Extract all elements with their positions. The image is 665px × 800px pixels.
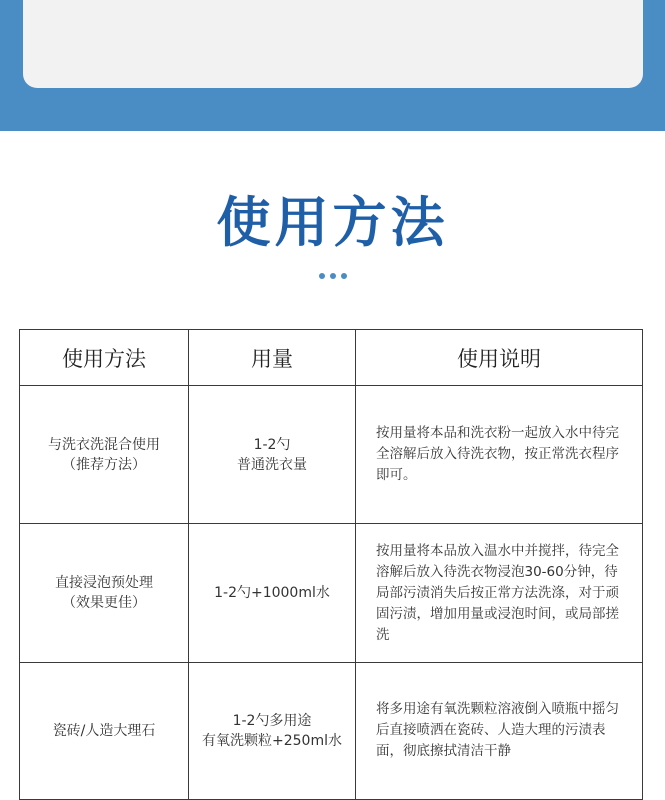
section-title: 使用方法 <box>216 191 449 254</box>
amount-note: 有氧洗颗粒+250ml水 <box>202 732 342 749</box>
method-note: （效果更佳） <box>62 595 146 612</box>
banner-card <box>23 0 643 88</box>
instructions-cell: 按用量将本品放入温水中并搅拌，待完全溶解后放入待洗衣物浸泡30-60分钟，待局部污渍消失后按正常方法洗涤，对于顽固污渍，增加用量或浸泡时间，或局部搓洗 <box>356 524 643 662</box>
table-row <box>20 662 643 799</box>
table-row <box>20 524 643 662</box>
column-header-method: 使用方法 <box>20 330 189 386</box>
dot-icon <box>341 273 347 279</box>
column-header-amount: 用量 <box>189 330 356 386</box>
usage-table <box>19 329 643 800</box>
amount-cell <box>189 386 356 524</box>
instructions-cell: 按用量将本品和洗衣粉一起放入水中待完全溶解后放入待洗衣物，按正常洗衣程序即可。 <box>356 386 643 524</box>
top-banner <box>0 0 665 131</box>
method-text: 瓷砖/人造大理石 <box>52 722 156 739</box>
column-header-instructions: 使用说明 <box>356 330 643 386</box>
decorative-dots <box>0 273 665 279</box>
dot-icon <box>319 273 325 279</box>
method-text: 与洗衣洗混合使用 <box>48 436 160 453</box>
method-cell <box>20 386 189 524</box>
table-header-row <box>20 330 643 386</box>
dot-icon <box>330 273 336 279</box>
amount-note: 普通洗衣量 <box>237 456 307 473</box>
amount-text: 1-2勺+1000ml水 <box>214 585 330 602</box>
method-note: （推荐方法） <box>62 456 146 473</box>
amount-text: 1-2勺 <box>253 436 291 453</box>
instructions-cell: 将多用途有氧洗颗粒溶液倒入喷瓶中摇匀后直接喷洒在瓷砖、人造大理的污渍表面，彻底擦拭清洁干静 <box>356 662 643 799</box>
amount-cell <box>189 662 356 799</box>
table-row <box>20 386 643 524</box>
amount-cell <box>189 524 356 662</box>
method-cell <box>20 524 189 662</box>
amount-text: 1-2勺多用途 <box>232 712 312 729</box>
method-text: 直接浸泡预处理 <box>55 575 153 592</box>
method-cell <box>20 662 189 799</box>
